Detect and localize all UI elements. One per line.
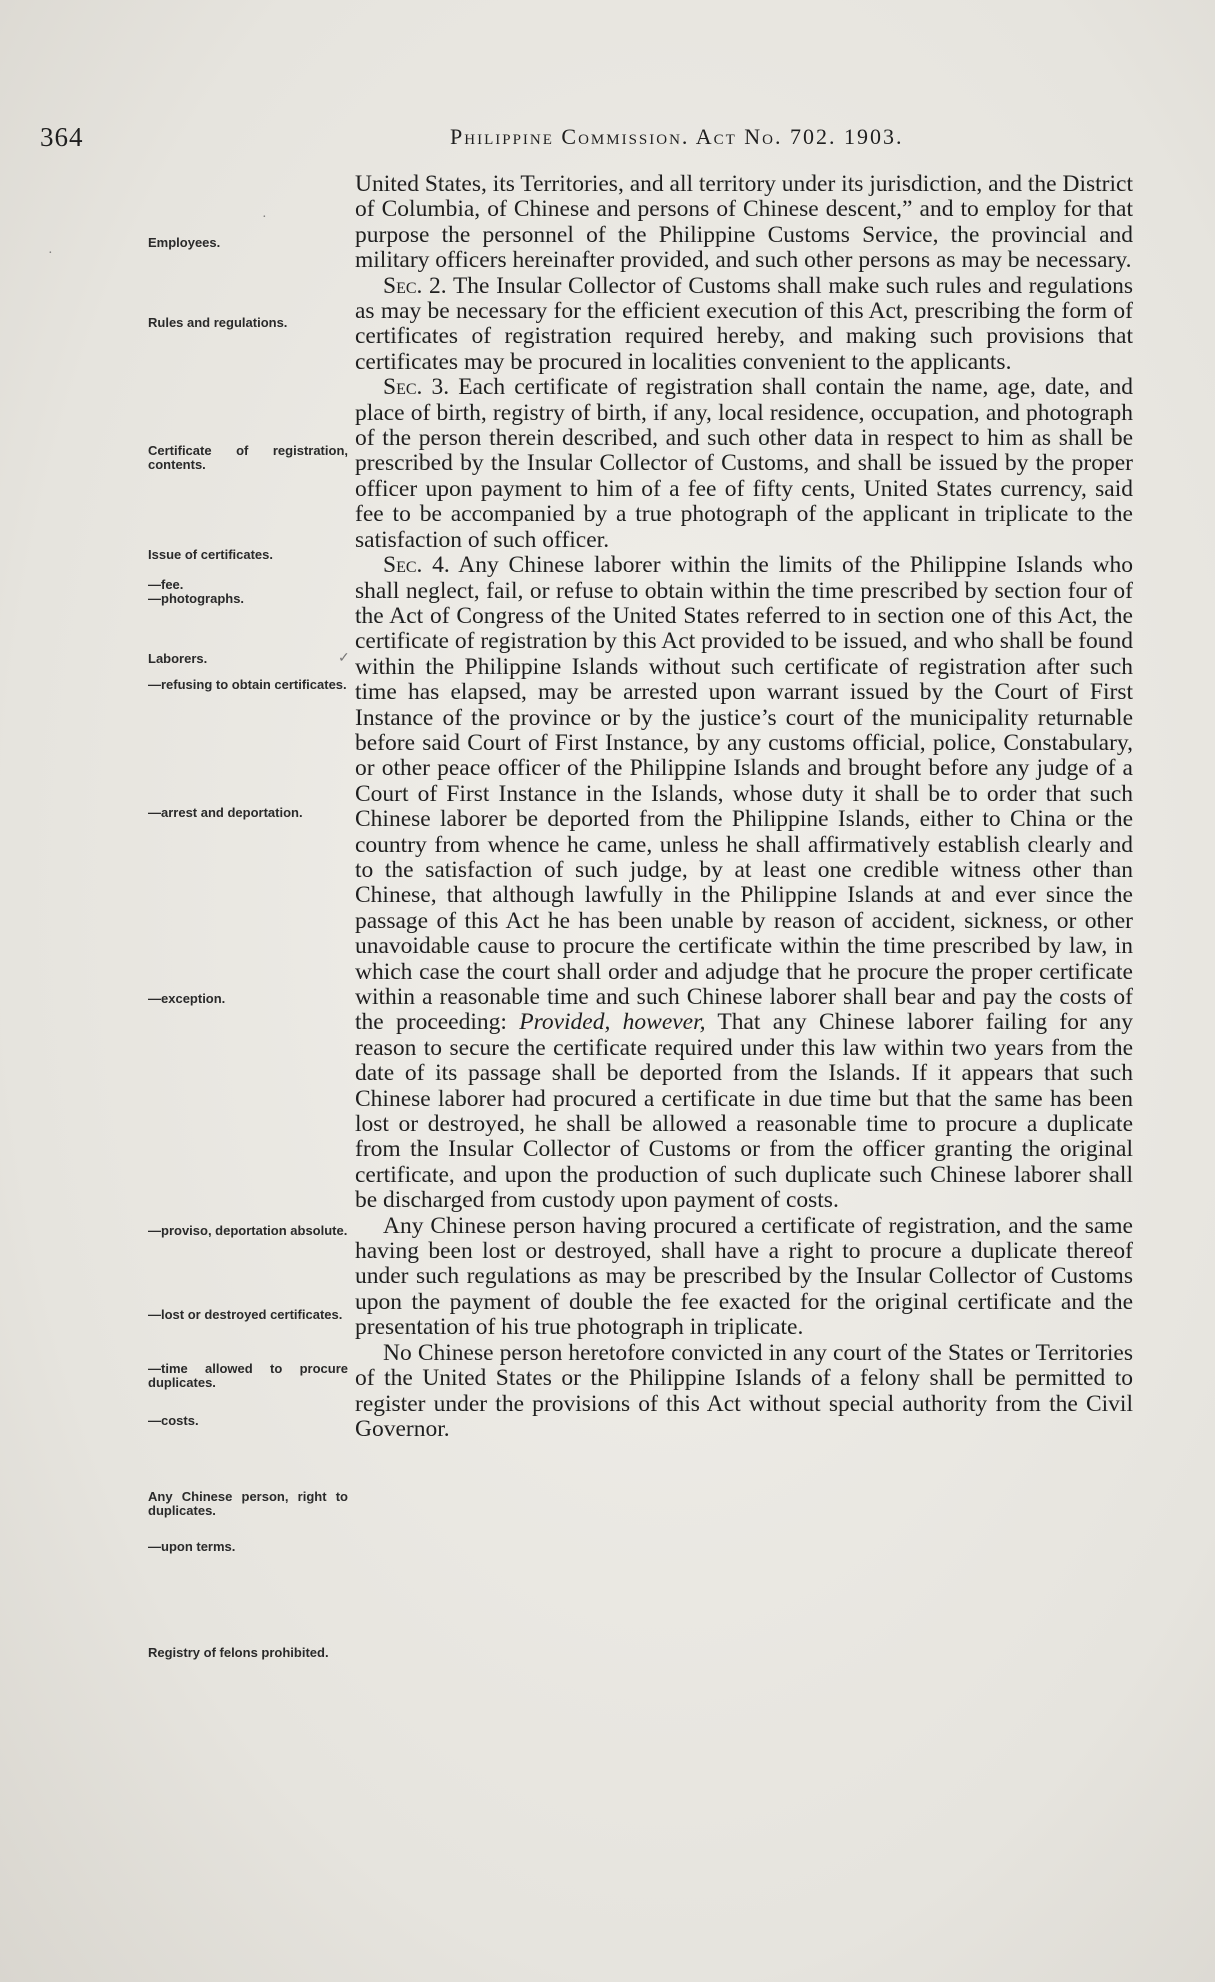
pencil-mark: ✓ bbox=[338, 651, 350, 666]
running-head: Philippine Commission. Act No. 702. 1903. bbox=[450, 124, 904, 149]
section-4-label: Sec. 4. bbox=[383, 552, 450, 579]
margin-note-photographs: —photographs. bbox=[148, 591, 245, 606]
margin-note-refusing: —refusing to obtain certificates. bbox=[148, 677, 347, 692]
margin-note-exception: —exception. bbox=[148, 991, 226, 1006]
margin-note-registry: Registry of felons prohibited. bbox=[148, 1645, 329, 1660]
margin-note-costs: —costs. bbox=[148, 1413, 199, 1428]
paragraph-duplicates: Any Chinese person having procured a certificate of registration, and the same having been lost or destroyed, shall have a right to procure a duplicate thereof under such regulations as may be prescribed by the Insular Collector of Customs upon the payment of double the fee exacted for the original certificate and the presentation of his true photograph in triplicate. bbox=[355, 1212, 1133, 1341]
margin-note-fee: —fee. bbox=[148, 577, 184, 592]
margin-note-issue: Issue of certificates. bbox=[148, 547, 273, 562]
page-number: 364 bbox=[40, 122, 84, 152]
act-body-text bbox=[355, 172, 1133, 1442]
margin-note-proviso: —proviso, deportation absolute. bbox=[148, 1223, 348, 1238]
section-4: Sec. 4. Any Chinese laborer within the limits of the Philippine Islands who shall neglect, fail, or refuse to obtain within the time prescribed by section four of the Act of Congress of the United States referred to in section one of this Act, the certificate of registration by this Act provided to be issued, and who shall be found within the Philippine Islands without such certificate of registration after such time has elapsed, may be arrested upon warrant issued by the Court of First Instance of the province or by the justice’s court of the municipality returnable before said Court of First Instance, by any customs official, police, Constabulary, or other peace officer of the Philippine Islands and brought before any judge of a Court of First Instance in the Islands, whose duty it shall be to order that such Chinese laborer be deported from the Philippine Islands, either to China or the country from whence he came, unless he shall affirmatively establish clearly and to the satisfaction of such judge, by at least one credible witness other than Chinese, that although lawfully in the Philippine Islands at and ever since the passage of this Act he has been unable by reason of accident, sickness, or other unavoidable cause to procure the certificate within the time prescribed by law, in which case the court shall order and adjudge that he procure the proper certificate within a reasonable time and such Chinese laborer shall bear and pay the costs of the proceeding: Provided, however, That any Chinese laborer failing for any reason to secure the certificate required under this law within two years from the date of its passage shall be deported from the Islands. If it appears that such Chinese laborer had procured a certificate in due time but that the same has been lost or destroyed, he shall be allowed a reasonable time to procure a duplicate from the Insular Collector of Customs or from the officer granting the original certificate, and upon the production of such duplicate such Chinese laborer shall be discharged from custody upon payment of costs. bbox=[355, 552, 1134, 1214]
section-2: Sec. 2. The Insular Collector of Customs shall make such rules and regulations as may be necessary for the efficient execution of this Act, prescribing the form of certificates of registration required hereby, and making such provisions that certificates may be procured in localities convenient to the applicants. bbox=[355, 272, 1134, 375]
margin-note-any-chinese: Any Chinese person, right to duplicates. bbox=[148, 1489, 348, 1518]
section-2-label: Sec. 2. bbox=[383, 272, 447, 299]
margin-note-rules: Rules and regulations. bbox=[148, 315, 288, 330]
paragraph-continuation: United States, its Territories, and all territory under its jurisdiction, and the District of Columbia, of Chinese and persons of Chinese descent,” and to employ for that purpose the personnel of the Philippine Customs Service, the provincial and military officers hereinafter provided, and such other persons as may be necessary. bbox=[355, 171, 1133, 274]
margin-note-employees: Employees. bbox=[148, 235, 221, 250]
margin-note-upon-terms: —upon terms. bbox=[148, 1539, 236, 1554]
proviso-text: Provided, however, bbox=[519, 1009, 706, 1036]
page-header bbox=[40, 122, 1040, 162]
section-3: Sec. 3. Each certificate of registration shall contain the name, age, date, and place of birth, registry of birth, if any, local residence, occupation, and photograph of the person therein described, and such other data in respect to him as shall be prescribed by the Insular Collector of Customs, and shall be issued by the proper officer upon payment to him of a fee of fifty cents, United States currency, said fee to be accompanied by a true photograph of the applicant in triplicate to the satisfaction of such officer. bbox=[355, 374, 1134, 553]
scan-speck: · bbox=[262, 210, 267, 225]
section-3-label: Sec. 3. bbox=[383, 374, 450, 401]
margin-note-lost: —lost or destroyed certificates. bbox=[148, 1307, 343, 1322]
scan-speck: · bbox=[48, 246, 53, 261]
margin-note-time: —time allowed to procure duplicates. bbox=[148, 1361, 348, 1390]
margin-note-laborers: Laborers. bbox=[148, 651, 208, 666]
margin-note-arrest: —arrest and deportation. bbox=[148, 805, 303, 820]
paragraph-felons: No Chinese person heretofore convicted in any court of the States or Territories of the United States or the Philippine Islands of a felony shall be permitted to register under the provisions of this Act without special authority from the Civil Governor. bbox=[355, 1339, 1133, 1442]
margin-note-certificate: Certificate of registration, contents. bbox=[148, 443, 348, 472]
